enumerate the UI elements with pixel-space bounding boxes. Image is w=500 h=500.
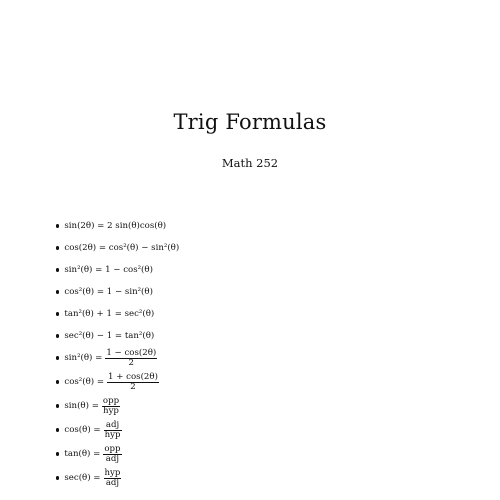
fraction-denominator: adj xyxy=(105,477,120,488)
page-subtitle: Math 252 xyxy=(221,156,279,170)
formula-item xyxy=(56,420,123,440)
formula-text: tan²(θ) + 1 = sec²(θ) xyxy=(64,309,155,319)
fraction-numerator: adj xyxy=(104,421,122,431)
fraction-numerator: hyp xyxy=(104,467,121,478)
bullet-icon xyxy=(56,224,59,227)
fraction-numerator: opp xyxy=(102,395,120,406)
formula-text: cos(2θ) = cos²(θ) − sin²(θ) xyxy=(64,243,180,253)
fraction xyxy=(103,445,121,464)
bullet-icon xyxy=(56,380,59,383)
formula-item xyxy=(56,304,154,324)
formula-item xyxy=(56,260,153,280)
bullet-icon xyxy=(56,452,59,455)
formula-lhs: sin²(θ) = xyxy=(64,353,103,363)
formula-item xyxy=(56,216,166,236)
formula-lhs: cos(θ) = xyxy=(64,425,101,435)
fraction-numerator: 1 − cos(2θ) xyxy=(106,347,157,358)
formula-text: sin(2θ) = 2 sin(θ)cos(θ) xyxy=(64,221,167,231)
formula-item xyxy=(56,396,121,416)
fraction-numerator: 1 + cos(2θ) xyxy=(108,371,158,382)
bullet-icon xyxy=(56,246,59,249)
fraction xyxy=(107,373,159,392)
bullet-icon xyxy=(56,334,59,337)
fraction xyxy=(104,421,122,440)
formula-text: sin²(θ) = 1 − cos²(θ) xyxy=(64,265,153,275)
fraction-denominator: hyp xyxy=(103,405,119,416)
fraction xyxy=(102,397,120,416)
bullet-icon xyxy=(56,476,59,479)
fraction-denominator: hyp xyxy=(104,429,121,440)
fraction xyxy=(104,469,122,488)
formula-item xyxy=(56,348,158,368)
formula-lhs: sec(θ) = xyxy=(64,473,101,483)
formula-lhs: cos²(θ) = xyxy=(64,377,105,387)
fraction-numerator: opp xyxy=(104,443,121,454)
formula-text: sec²(θ) − 1 = tan²(θ) xyxy=(64,331,155,341)
bullet-icon xyxy=(56,404,59,407)
formula-lhs: sin(θ) = xyxy=(64,401,99,411)
bullet-icon xyxy=(56,356,59,359)
formula-item xyxy=(56,468,122,488)
formula-lhs: tan(θ) = xyxy=(64,449,101,459)
bullet-icon xyxy=(56,290,59,293)
formula-item xyxy=(56,444,123,464)
page-title: Trig Formulas xyxy=(173,110,327,134)
fraction-denominator: 2 xyxy=(128,357,135,368)
bullet-icon xyxy=(56,268,59,271)
fraction xyxy=(105,349,157,368)
formula-item xyxy=(56,282,153,302)
formula-item xyxy=(56,372,160,392)
bullet-icon xyxy=(56,312,59,315)
bullet-icon xyxy=(56,428,59,431)
fraction-denominator: adj xyxy=(105,453,120,464)
fraction-denominator: 2 xyxy=(130,381,136,392)
formula-item xyxy=(56,326,154,346)
formula-item xyxy=(56,238,179,258)
formula-text: cos²(θ) = 1 − sin²(θ) xyxy=(64,287,153,297)
